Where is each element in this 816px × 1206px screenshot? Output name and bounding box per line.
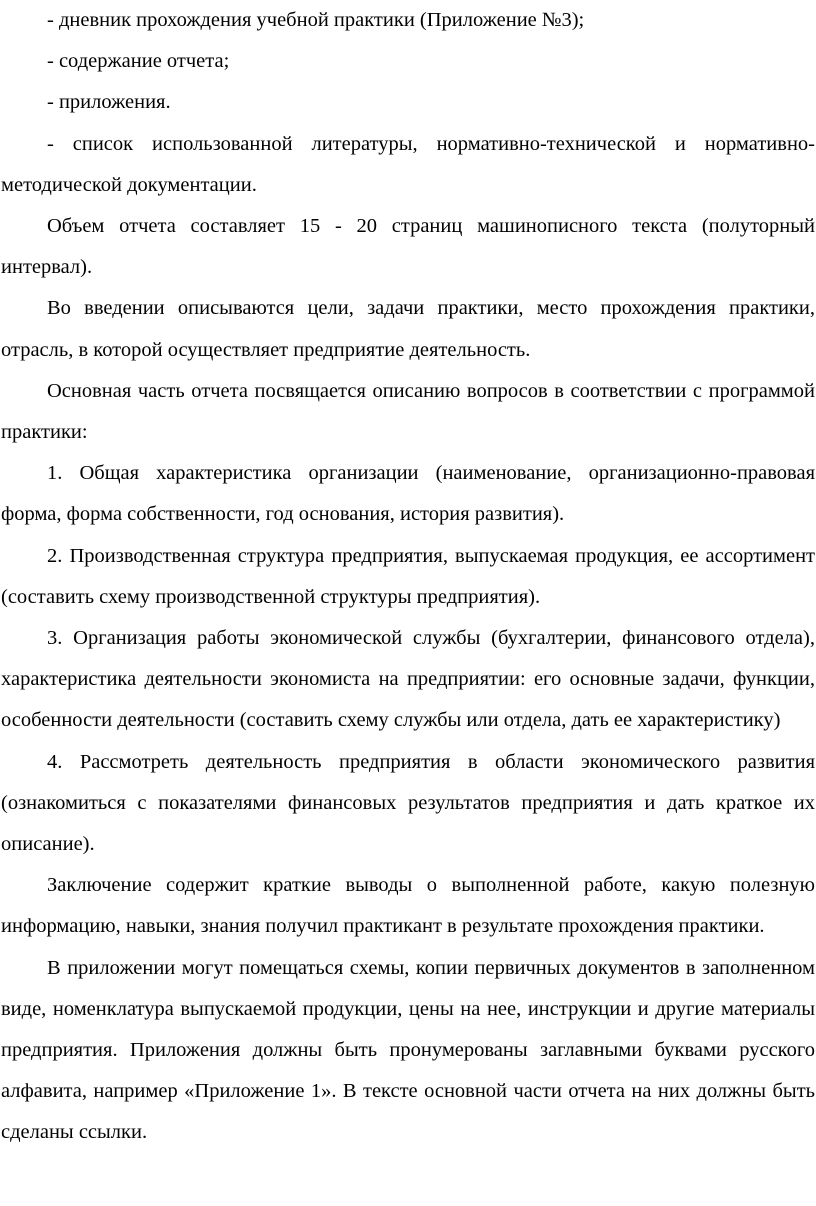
paragraph-conclusion: Заключение содержит краткие выводы о выполненной работе, какую полезную информацию, навыки, знания получил практикант в результате прохождения практики. (1, 874, 815, 938)
list-item-diary: - дневник прохождения учебной практики (Приложение №3); (47, 9, 585, 31)
paragraph-appendix: В приложении могут помещаться схемы, копии первичных документов в заполненном виде, номенклатура выпускаемой продукции, цены на нее, инструкции и другие материалы предприятия. Приложения должны быть пронумерованы заглавными буквами русского алфавита, например «Приложение 1». В тексте основной части отчета на них должны быть сделаны ссылки. (1, 956, 815, 1144)
paragraph-item-2: 2. Производственная структура предприятия, выпускаемая продукция, ее ассортимент (составить схему производственной структуры предприятия). (1, 544, 815, 608)
list-item-references: - список использованной литературы, нормативно-технической и нормативно-методической документации. (1, 132, 815, 196)
paragraph-item-4: 4. Рассмотреть деятельность предприятия в области экономического развития (ознакомиться с показателями финансовых результатов предприятия и дать краткое их описание). (1, 750, 815, 856)
list-item-appendices: - приложения. (47, 91, 171, 114)
paragraph-introduction: Во введении описываются цели, задачи практики, место прохождения практики, отрасль, в которой осуществляет предприятие деятельность. (1, 297, 815, 361)
paragraph-item-3: 3. Организация работы экономической службы (бухгалтерии, финансового отдела), характеристика деятельности экономиста на предприятии: его основные задачи, функции, особенности деятельности (составить схему службы или отдела, дать ее характеристику) (1, 627, 815, 732)
list-item-contents: - содержание отчета; (47, 50, 230, 73)
paragraph-report-volume: Объем отчета составляет 15 - 20 страниц машинописного текста (полуторный интервал). (1, 215, 815, 279)
paragraph-main-part: Основная часть отчета посвящается описанию вопросов в соответствии с программой практики: (1, 379, 815, 444)
paragraph-item-1: 1. Общая характеристика организации (наименование, организационно-правовая форма, форма собственности, год основания, история развития). (1, 462, 815, 526)
